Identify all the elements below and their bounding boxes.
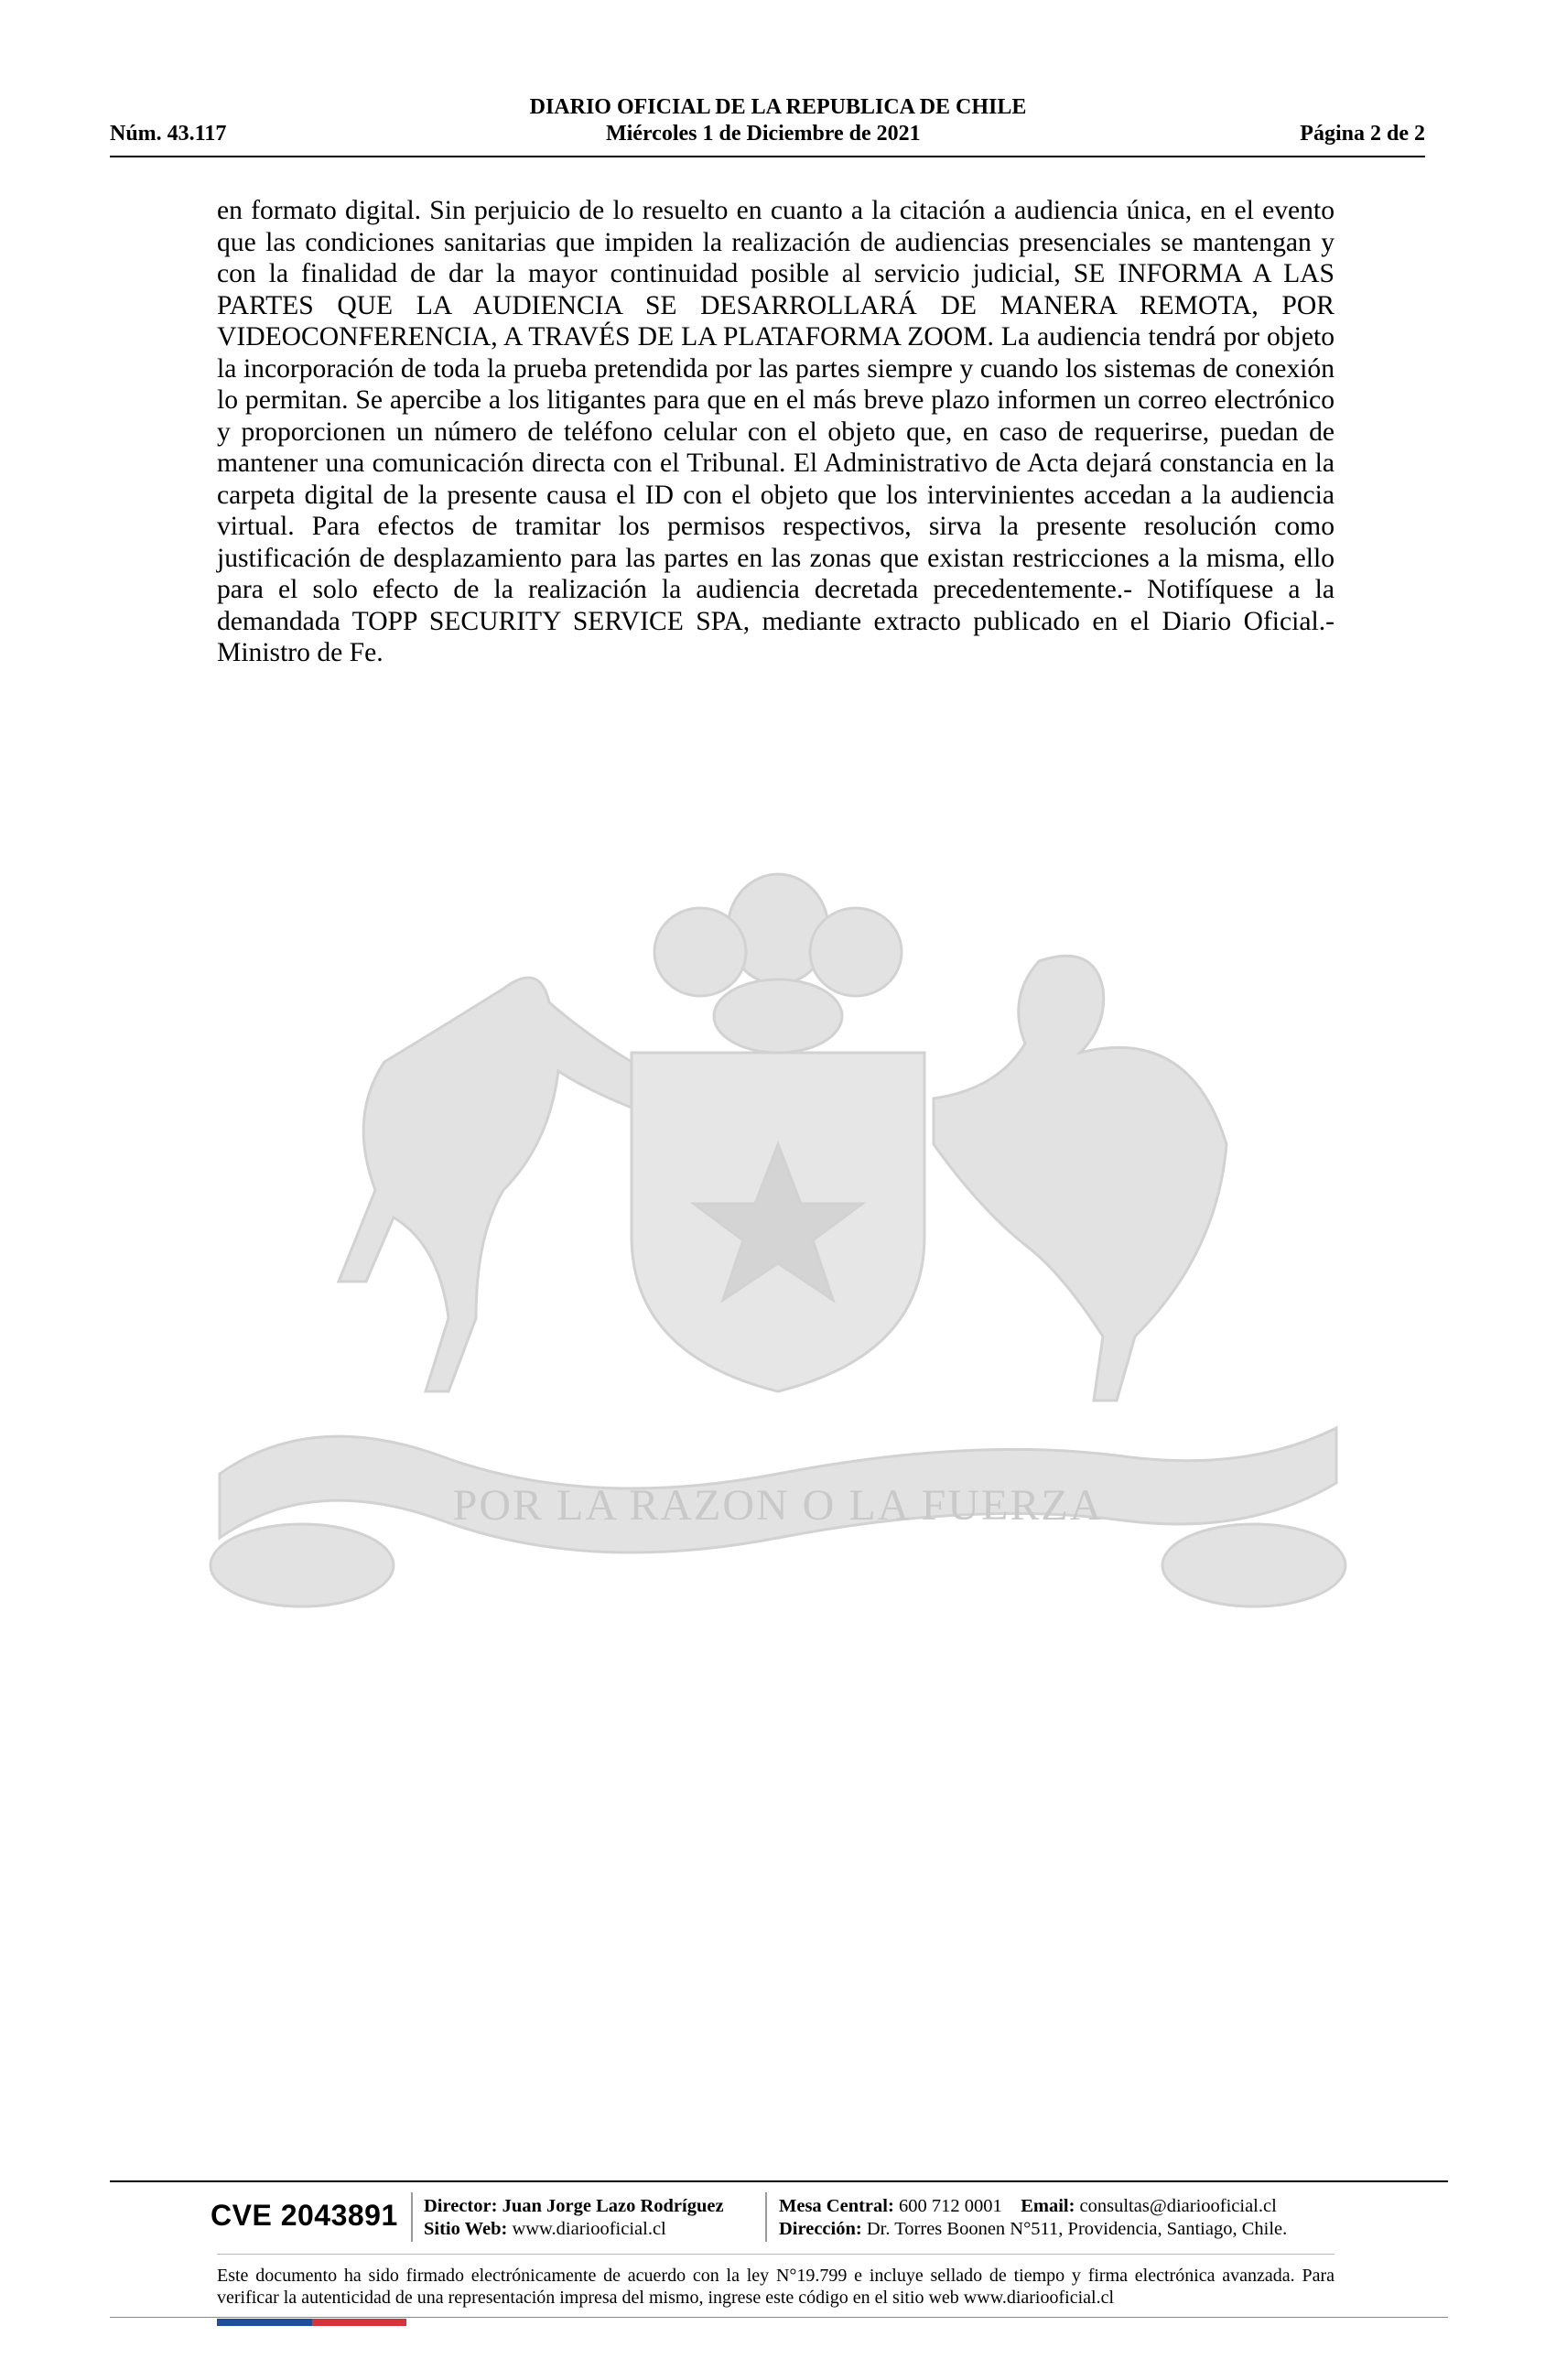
plume-base [714, 979, 842, 1053]
electronic-signature-notice: Este documento ha sido firmado electrónicamente de acuerdo con la ley N°19.799 e incluye sellado de tiempo y firma electrónica avanzada. Para verificar la autenticidad de una representación impresa del mismo, ingrese este código en el sitio web www.diariooficial.cl [217, 2266, 1334, 2308]
footer-separator [765, 2192, 767, 2242]
coat-of-arms-watermark [201, 842, 1355, 1657]
flag-red-segment [312, 2319, 407, 2326]
flag-color-bar [217, 2319, 406, 2326]
address-value: Dr. Torres Boonen N°511, Providencia, Santiago, Chile. [866, 2219, 1288, 2239]
footer-divider-middle [217, 2254, 1334, 2255]
phone-value: 600 712 0001 [898, 2196, 1002, 2216]
header-row [110, 121, 1425, 146]
address-label: Dirección: [779, 2219, 862, 2239]
footer-contact-block [779, 2195, 1365, 2241]
web-link[interactable]: www.diariooficial.cl [512, 2219, 666, 2239]
scroll-left [211, 1524, 394, 1606]
huemul [339, 978, 632, 1391]
newspaper-title: DIARIO OFICIAL DE LA REPUBLICA DE CHILE [529, 95, 1027, 119]
plume-left [654, 908, 746, 996]
header-divider [110, 156, 1425, 157]
footer-separator [411, 2192, 413, 2242]
motto-text: POR LA RAZON O LA FUERZA [452, 1481, 1104, 1530]
plume-right [810, 908, 902, 996]
footer-divider-top [110, 2180, 1448, 2182]
phone-label: Mesa Central: [779, 2196, 894, 2216]
body-paragraph: en formato digital. Sin perjuicio de lo resuelto en cuanto a la citación a audiencia única, en el evento que las condiciones sanitarias que impiden la realización de audiencias presenciales se mantengan y con la finalidad de dar la mayor continuidad posible al servicio judicial, SE INFORMA A LAS PARTES QUE LA AUDIENCIA SE DESARROLLARÁ DE MANERA REMOTA, POR VIDEOCONFERENCIA, A TRAVÉS DE LA PLATAFORMA ZOOM. La audiencia tendrá por objeto la incorporación de toda la prueba pretendida por las partes siempre y cuando los sistemas de conexión lo permitan. Se apercibe a los litigantes para que en el más breve plazo informen un correo electrónico y proporcionen un número de teléfono celular con el objeto que, en caso de requerirse, puedan de mantener una comunicación directa con el Tribunal. El Administrativo de Acta dejará constancia en la carpeta digital de la presente causa el ID con el objeto que los intervinientes accedan a la audiencia virtual. Para efectos de tramitar los permisos respectivos, sirva la presente resolución como justificación de desplazamiento para las partes en las zonas que existan restricciones a la misma, ello para el solo efecto de la realización la audiencia decretada precedentemente.- Notifíquese a la demandada TOPP SECURITY SERVICE SPA, mediante extracto publicado en el Diario Oficial.- Ministro de Fe. [217, 196, 1334, 667]
condor [934, 956, 1226, 1401]
flag-blue-segment [217, 2319, 312, 2326]
web-label: Sitio Web: [424, 2219, 508, 2239]
email-label: Email: [1021, 2196, 1075, 2216]
footer-director-block [424, 2195, 762, 2241]
issue-date: Miércoles 1 de Diciembre de 2021 [605, 122, 921, 146]
scroll-right [1162, 1524, 1345, 1606]
cve-code: CVE 2043891 [211, 2199, 398, 2232]
director-label: Director: [424, 2196, 498, 2216]
issue-number: Núm. 43.117 [110, 122, 227, 146]
email-link[interactable]: consultas@diariooficial.cl [1079, 2196, 1277, 2216]
director-name: Juan Jorge Lazo Rodríguez [502, 2196, 724, 2216]
footer-divider-bottom [110, 2317, 1448, 2318]
page-indicator: Página 2 de 2 [1300, 122, 1425, 146]
document-body [217, 195, 1334, 669]
